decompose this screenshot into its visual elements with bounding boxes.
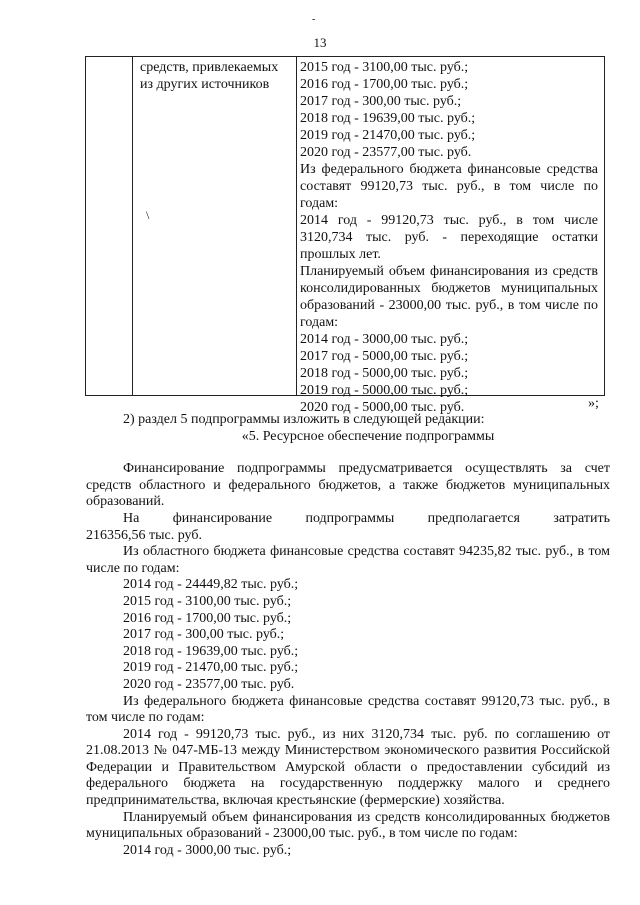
year-line: 2015 год - 3100,00 тыс. руб.; [123, 593, 292, 609]
paragraph: Из федерального бюджета финансовые средства составят 99120,73 тыс. руб., в том числе по годам: [86, 693, 610, 726]
word: затратить [553, 510, 610, 526]
paragraph-end: 216356,56 тыс. руб. [86, 527, 202, 543]
stray-tick-mark: \ [146, 208, 150, 222]
word: На [123, 510, 140, 526]
table-column-divider [132, 57, 133, 395]
page-number: 13 [313, 35, 327, 50]
stray-mark: - [312, 14, 316, 25]
table-year-line: 2018 год - 5000,00 тыс. руб.; [300, 366, 469, 381]
paragraph: Финансирование подпрограммы предусматривается осуществлять за счет средств областного и федерального бюджетов, а также бюджетов муниципальных образований. [86, 461, 610, 510]
word: финансирование [172, 510, 273, 526]
table-year-line: 2014 год - 3000,00 тыс. руб.; [300, 332, 469, 347]
word: предполагается [427, 510, 520, 526]
year-line: 2018 год - 19639,00 тыс. руб.; [123, 643, 299, 659]
table-text-line: из других источников [140, 77, 270, 92]
year-line: 2017 год - 300,00 тыс. руб.; [123, 627, 285, 643]
table-year-line: 2016 год - 1700,00 тыс. руб.; [300, 77, 469, 92]
table-municipal-text: Планируемый объем финансирования из средств консолидированных бюджетов муниципальных образований - 23000,00 тыс. руб., в том числе по годам: [300, 264, 598, 330]
year-line: 2019 год - 21470,00 тыс. руб.; [123, 660, 299, 676]
table-year-line: 2019 год - 5000,00 тыс. руб.; [300, 383, 469, 398]
table-federal-2014: 2014 год - 99120,73 тыс. руб., в том числе 3120,734 тыс. руб. - переходящие остатки прошлых лет. [300, 213, 598, 262]
closing-quote: »; [588, 396, 599, 411]
section-title: «5. Ресурсное обеспечение подпрограммы [241, 428, 495, 444]
paragraph-spread-line [86, 511, 610, 528]
amendment-item: 2) раздел 5 подпрограммы изложить в следующей редакции: [123, 412, 485, 427]
table-cell-source [140, 59, 292, 93]
table-year-line: 2020 год - 5000,00 тыс. руб. [300, 400, 465, 415]
year-line: 2014 год - 24449,82 тыс. руб.; [123, 577, 299, 593]
table-column-divider [296, 57, 297, 395]
paragraph: 2014 год - 99120,73 тыс. руб., из них 3120,734 тыс. руб. по соглашению от 21.08.2013 № 047-МБ-13 между Министерством экономического развития Российской Федерации и Правительством Амурской области о предоставлении субсидий из федерального бюджета на государственную поддержку малого и среднего предпринимательства, включая крестьянские (фермерские) хозяйства. [86, 726, 610, 809]
table-year-line: 2019 год - 21470,00 тыс. руб.; [300, 128, 476, 143]
funding-table [85, 56, 605, 415]
table-year-line: 2017 год - 300,00 тыс. руб.; [300, 94, 462, 109]
word: подпрограммы [305, 510, 395, 526]
year-line: 2016 год - 1700,00 тыс. руб.; [123, 610, 292, 626]
table-text-line: средств, привлекаемых [140, 60, 279, 75]
table-year-line: 2020 год - 23577,00 тыс. руб. [300, 145, 472, 160]
year-line: 2014 год - 3000,00 тыс. руб.; [123, 842, 292, 858]
table-year-line: 2015 год - 3100,00 тыс. руб.; [300, 60, 469, 75]
document-body [86, 412, 610, 859]
paragraph: Из областного бюджета финансовые средства составят 94235,82 тыс. руб., в том числе по годам: [86, 544, 610, 576]
table-cell-amounts [300, 59, 598, 416]
year-line: 2020 год - 23577,00 тыс. руб. [123, 676, 295, 692]
paragraph: Планируемый объем финансирования из средств консолидированных бюджетов муниципальных образований - 23000,00 тыс. руб., в том числе по годам: [86, 809, 610, 842]
table-year-line: 2017 год - 5000,00 тыс. руб.; [300, 349, 469, 364]
table-year-line: 2018 год - 19639,00 тыс. руб.; [300, 111, 476, 126]
table-federal-text: Из федерального бюджета финансовые средства составят 99120,73 тыс. руб., в том числе по годам: [300, 162, 598, 211]
